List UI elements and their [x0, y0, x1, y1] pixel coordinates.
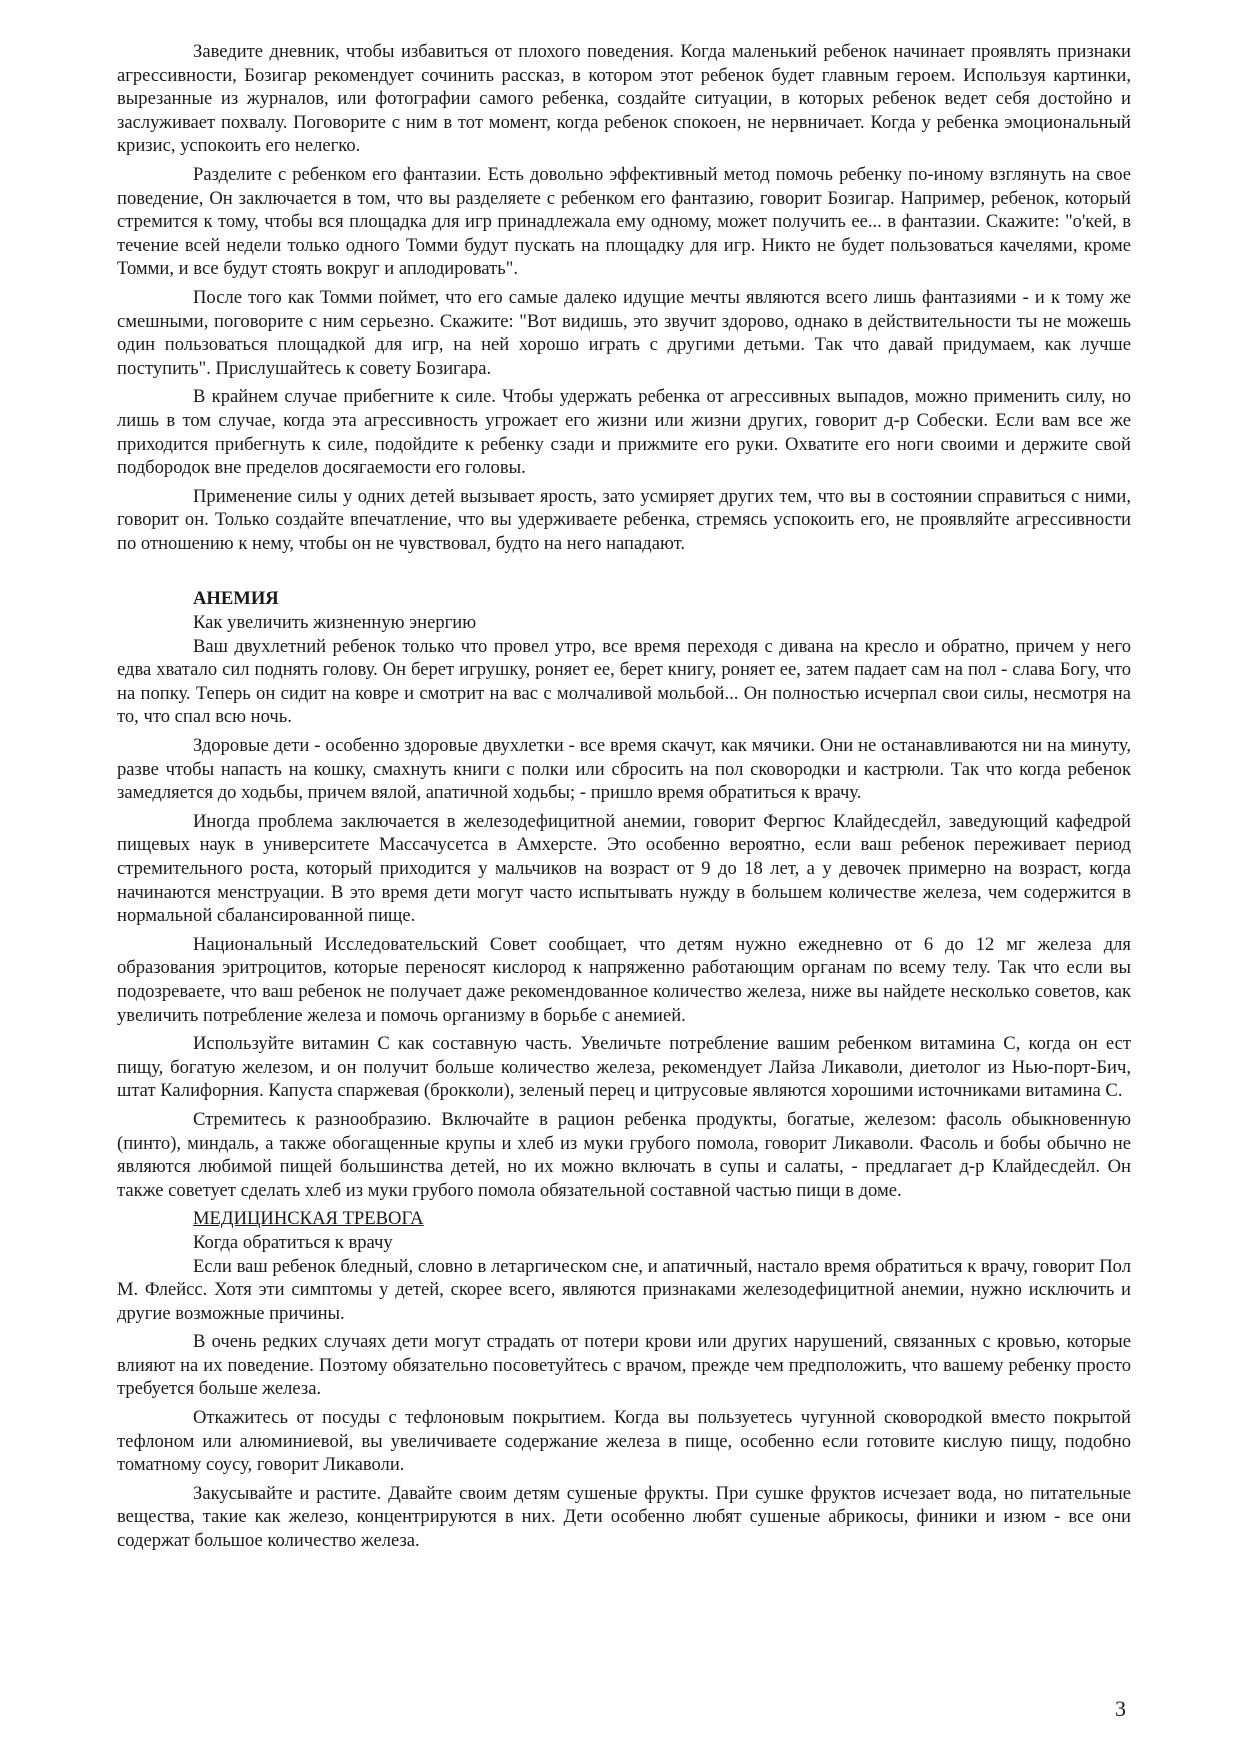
paragraph: В очень редких случаях дети могут страдать от потери крови или других нарушений, связанных с кровью, которые влияют на их поведение. Поэтому обязательно посоветуйтесь с врачом, прежде чем предположить, что вашему ребенку просто требуется больше железа.	[117, 1331, 1131, 1400]
paragraph: Закусывайте и растите. Давайте своим детям сушеные фрукты. При сушке фруктов исчезает вода, но питательные вещества, такие как железо, концентрируются в них. Дети особенно любят сушеные абрикосы, финики и изюм - все они содержат большое количество железа.	[117, 1482, 1131, 1552]
paragraph: Стремитесь к разнообразию. Включайте в рацион ребенка продукты, богатые, железом: фасоль обыкновенную (пинто), миндаль, а также обогащенные крупы и хлеб из муки грубого помола, говорит Ликаволи. Фасоль и бобы обычно не являются любимой пищей большинства детей, но их можно включать в супы и салаты, - предлагает д-р Клайдесдейл. Он также советует сделать хлеб из муки грубого помола обязательной составной частью пищи в доме.	[117, 1108, 1131, 1201]
section-subheading: Когда обратиться к врачу	[193, 1231, 393, 1253]
paragraph: Заведите дневник, чтобы избавиться от плохого поведения. Когда маленький ребенок начинает проявлять признаки агрессивности, Бозигар рекомендует сочинить рассказ, в котором этот ребенок будет главным героем. Используя картинки, вырезанные из журналов, или фотографии самого ребенка, создайте ситуации, в которых ребенок ведет себя достойно и заслуживает похвалу. Поговорите с ним в тот момент, когда ребенок спокоен, не нервничает. Когда у ребенка эмоциональный кризис, успокоить его нелегко.	[117, 41, 1131, 157]
paragraph: Национальный Исследовательский Совет сообщает, что детям нужно ежедневно от 6 до 12 мг железа для образования эритроцитов, которые переносят кислород к напряженно работающим органам по всему телу. Так что если вы подозреваете, что ваш ребенок не получает даже рекомендованное количество железа, ниже вы найдете несколько советов, как увеличить потребление железа и помочь организму в борьбе с анемией.	[117, 933, 1131, 1026]
paragraph: Ваш двухлетний ребенок только что провел утро, все время переходя с дивана на кресло и обратно, причем у него едва хватало сил поднять голову. Он берет игрушку, роняет ее, берет книгу, роняет ее, затем падает сам на пол - слава Богу, что на попку. Теперь он сидит на ковре и смотрит на вас с молчаливой мольбой... Он полностью исчерпал свои силы, несмотря на то, что спал всю ночь.	[117, 635, 1131, 728]
document-page	[117, 40, 1131, 1558]
paragraph: Применение силы у одних детей вызывает ярость, зато усмиряет других тем, что вы в состоянии справиться с ними, говорит он. Только создайте впечатление, что вы удерживаете ребенка, стремясь успокоить его, не проявляйте агрессивности по отношению к нему, чтобы он не чувствовал, будто на него нападают.	[117, 485, 1131, 554]
paragraph: Разделите с ребенком его фантазии. Есть довольно эффективный метод помочь ребенку по-иному взглянуть на свое поведение, Он заключается в том, что вы разделяете с ребенком его фантазию, говорит Бозигар. Например, ребенок, который стремится к тому, чтобы вся площадка для игр принадлежала ему одному, может получить ее... в фантазии. Скажите: "о'кей, в течение всей недели только одного Томми будут пускать на площадку для игр. Никто не будет пользоваться качелями, кроме Томми, и все будут стоять вокруг и аплодировать".	[117, 163, 1131, 280]
section-heading-anemia: АНЕМИЯ	[193, 588, 279, 610]
section-subheading: Как увеличить жизненную энергию	[193, 612, 477, 634]
paragraph: Если ваш ребенок бледный, словно в летаргическом сне, и апатичный, настало время обратиться к врачу, говорит Пол М. Флейсс. Хотя эти симптомы у детей, скорее всего, являются признаками железодефицитной анемии, нужно исключить и другие возможные причины.	[117, 1255, 1131, 1324]
section-heading-medical-alert: МЕДИЦИНСКАЯ ТРЕВОГА	[193, 1208, 424, 1230]
paragraph: Откажитесь от посуды с тефлоновым покрытием. Когда вы пользуетесь чугунной сковородкой вместо покрытой тефлоном или алюминиевой, вы увеличиваете содержание железа в пище, особенно если готовите кислую пищу, подобно томатному соусу, говорит Ликаволи.	[117, 1407, 1131, 1476]
paragraph: В крайнем случае прибегните к силе. Чтобы удержать ребенка от агрессивных выпадов, можно применить силу, но лишь в том случае, когда эта агрессивность угрожает его жизни или жизни других, говорит д-р Собески. Если вам все же приходится прибегнуть к силе, подойдите к ребенку сзади и прижмите его руки. Охватите его ноги своими и держите свой подбородок вне пределов досягаемости его головы.	[117, 386, 1131, 479]
section-spacer	[117, 560, 1131, 587]
paragraph: Здоровые дети - особенно здоровые двухлетки - все время скачут, как мячики. Они не останавливаются ни на минуту, разве чтобы напасть на кошку, смахнуть книги с полки или сбросить на пол сковородки и кастрюли. Так что когда ребенок замедляется до ходьбы, причем вялой, апатичной ходьбы; - пришло время обратиться к врачу.	[117, 735, 1131, 804]
paragraph: После того как Томми поймет, что его самые далеко идущие мечты являются всего лишь фантазиями - и к тому же смешными, поговорите с ним серьезно. Скажите: "Вот видишь, это звучит здорово, однако в действительности ты не можешь один пользоваться площадкой для игр, на ней хорошо играть с другими детьми. Так что давай придумаем, как лучше поступить". Прислушайтесь к совету Бозигара.	[117, 286, 1131, 379]
page-number: 3	[1115, 1696, 1126, 1721]
paragraph: Иногда проблема заключается в железодефицитной анемии, говорит Фергюс Клайдесдейл, заведующий кафедрой пищевых наук в университете Массачусетса в Амхерсте. Это особенно вероятно, если ваш ребенок переживает период стремительного роста, который приходится у мальчиков на возраст от 9 до 18 лет, а у девочек примерно на возраст, когда начинаются менструации. В это время дети могут часто испытывать нужду в большем количестве железа, чем содержится в нормальной сбалансированной пище.	[117, 810, 1131, 927]
paragraph: Используйте витамин С как составную часть. Увеличьте потребление вашим ребенком витамина С, когда он ест пищу, богатую железом, и он получит больше количество железа, рекомендует Лайза Ликаволи, диетолог из Нью-порт-Бич, штат Калифорния. Капуста спаржевая (брокколи), зеленый перец и цитрусовые являются хорошими источниками витамина С.	[117, 1033, 1131, 1102]
